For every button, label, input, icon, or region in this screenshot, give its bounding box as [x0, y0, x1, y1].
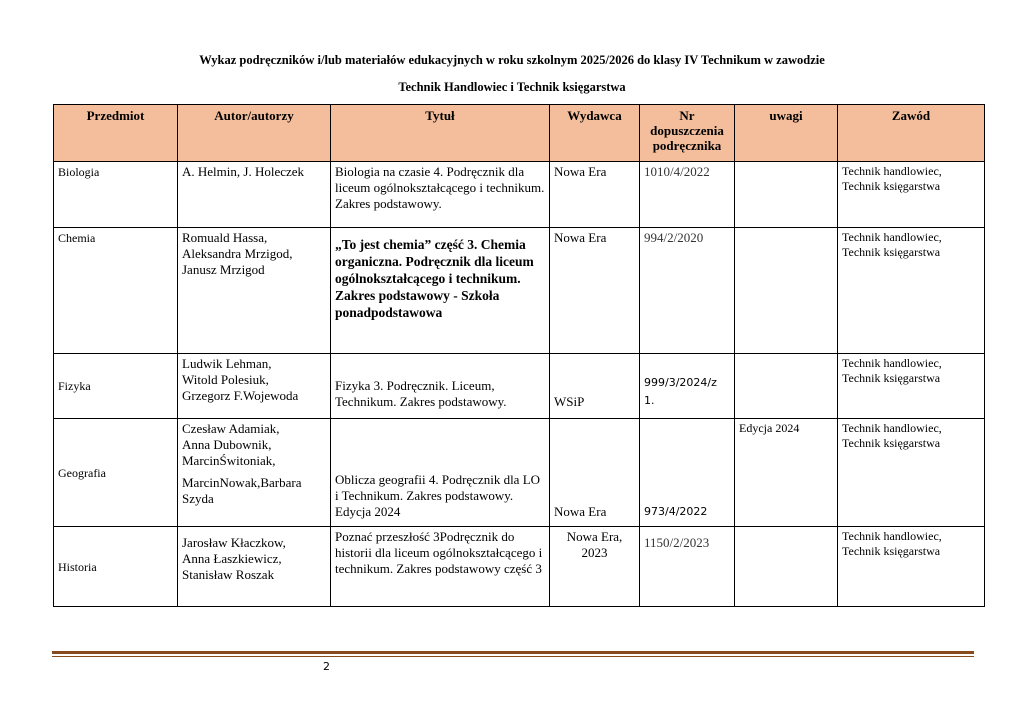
author-line: A. Helmin, J. Holeczek — [182, 164, 305, 179]
column-header: Przedmiot — [54, 105, 178, 162]
title-cell: Fizyka 3. Podręcznik. Liceum, Technikum. Zakres podstawowy. — [331, 354, 550, 419]
profession-line: Technik handlowiec, — [842, 356, 942, 370]
author-line: MarcinNowak,Barbara Szyda — [182, 475, 302, 506]
column-header: Autor/autorzy — [178, 105, 331, 162]
notes-cell — [735, 527, 838, 607]
profession-line: Technik księgarstwa — [842, 371, 941, 385]
title-cell: Poznać przeszłość 3Podręcznik do historii dla liceum ogólnokształcącego i technikum. Zakres podstawowy część 3 — [331, 527, 550, 607]
notes-cell — [735, 228, 838, 354]
table-row — [54, 527, 985, 607]
authors-cell — [178, 162, 331, 228]
subject-cell: Chemia — [54, 228, 178, 354]
profession-cell — [838, 354, 985, 419]
author-line: Ludwik Lehman, — [182, 356, 272, 371]
title-cell: Biologia na czasie 4. Podręcznik dla liceum ogólnokształcącego i technikum. Zakres podstawowy. — [331, 162, 550, 228]
approval-number-cell: 1150/2/2023 — [640, 527, 735, 607]
table-row — [54, 419, 985, 527]
column-header: Wydawca — [550, 105, 640, 162]
subject-cell: Fizyka — [54, 354, 178, 419]
profession-cell — [838, 419, 985, 527]
subject-cell: Historia — [54, 527, 178, 607]
table-row — [54, 162, 985, 228]
profession-cell — [838, 162, 985, 228]
author-line: Czesław Adamiak, — [182, 421, 280, 436]
title-cell: „To jest chemia” część 3. Chemia organiczna. Podręcznik dla liceum ogólnokształcącego i technikum. Zakres podstawowy - Szkoła ponadpodstawowa — [331, 228, 550, 354]
approval-number-cell: 1010/4/2022 — [640, 162, 735, 228]
notes-cell — [735, 162, 838, 228]
author-line: Anna Dubownik, — [182, 437, 272, 452]
profession-cell — [838, 228, 985, 354]
author-line: MarcinŚwitoniak, — [182, 453, 276, 468]
publisher-cell: WSiP — [550, 354, 640, 419]
author-line: Jarosław Kłaczkow, — [182, 535, 286, 550]
authors-cell — [178, 228, 331, 354]
authors-cell — [178, 354, 331, 419]
table-row — [54, 354, 985, 419]
footer-rule — [52, 651, 974, 654]
subject-cell: Biologia — [54, 162, 178, 228]
column-header: Zawód — [838, 105, 985, 162]
author-line: Witold Polesiuk, — [182, 372, 269, 387]
column-header: uwagi — [735, 105, 838, 162]
profession-cell — [838, 527, 985, 607]
publisher-cell: Nowa Era, 2023 — [550, 527, 640, 607]
profession-line: Technik księgarstwa — [842, 436, 941, 450]
author-line: Aleksandra Mrzigod, — [182, 246, 293, 261]
publisher-cell: Nowa Era — [550, 162, 640, 228]
author-line: Romuald Hassa, — [182, 230, 268, 245]
column-header: Tytuł — [331, 105, 550, 162]
approval-number-cell: 973/4/2022 — [640, 419, 735, 527]
notes-cell: Edycja 2024 — [735, 419, 838, 527]
profession-line: Technik handlowiec, — [842, 230, 942, 244]
document-title: Wykaz podręczników i/lub materiałów edukacyjnych w roku szkolnym 2025/2026 do klasy IV Technikum w zawodzie — [199, 53, 825, 67]
profession-line: Technik handlowiec, — [842, 529, 942, 543]
authors-cell — [178, 419, 331, 527]
page-number: 2 — [323, 660, 330, 673]
document-subtitle: Technik Handlowiec i Technik księgarstwa — [398, 80, 626, 94]
profession-line: Technik księgarstwa — [842, 245, 941, 259]
table-header-row — [54, 105, 985, 162]
publisher-cell: Nowa Era — [550, 419, 640, 527]
profession-line: Technik księgarstwa — [842, 179, 941, 193]
column-header: Nr dopuszczenia podręcznika — [640, 105, 735, 162]
table-row — [54, 228, 985, 354]
publisher-cell: Nowa Era — [550, 228, 640, 354]
approval-number-cell: 999/3/2024/z 1. — [640, 354, 735, 419]
subject-cell: Geografia — [54, 419, 178, 527]
title-cell: Oblicza geografii 4. Podręcznik dla LO i Technikum. Zakres podstawowy. Edycja 2024 — [331, 419, 550, 527]
authors-cell — [178, 527, 331, 607]
textbook-table — [53, 104, 985, 607]
notes-cell — [735, 354, 838, 419]
author-line: Janusz Mrzigod — [182, 262, 265, 277]
profession-line: Technik handlowiec, — [842, 164, 942, 178]
approval-number-cell: 994/2/2020 — [640, 228, 735, 354]
author-line: Stanisław Roszak — [182, 567, 275, 582]
profession-line: Technik handlowiec, — [842, 421, 942, 435]
author-line: Anna Łaszkiewicz, — [182, 551, 282, 566]
author-line: Grzegorz F.Wojewoda — [182, 388, 299, 403]
footer-rule-thin — [52, 656, 974, 657]
profession-line: Technik księgarstwa — [842, 544, 941, 558]
